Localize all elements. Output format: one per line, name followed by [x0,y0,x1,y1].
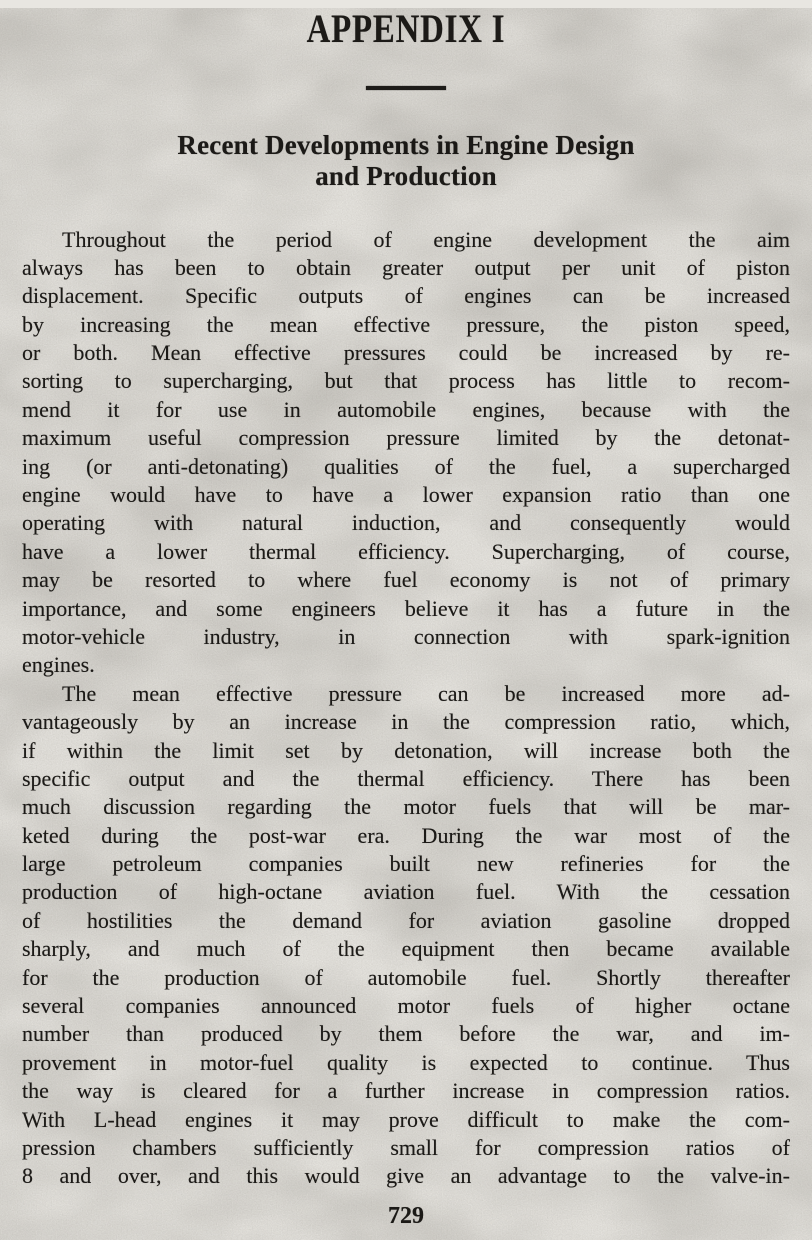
text-line: engines. [22,652,95,678]
page-number: 729 [388,1202,424,1229]
text-line: specific output and the thermal efficiency. There has been [22,765,790,791]
text-line: sharply, and much of the equipment then became available [22,936,790,962]
text-line: maximum useful compression pressure limited by the detonat- [22,425,790,451]
text-line: pression chambers sufficiently small for compression ratios of [22,1135,790,1160]
text-line: the way is cleared for a further increase in compression ratios. [22,1078,790,1104]
paragraph [22,680,790,1191]
text-line: provement in motor-fuel quality is expected to continue. Thus [22,1049,790,1075]
text-line: operating with natural induction, and consequently would [22,510,790,536]
book-page [0,8,812,1240]
chapter-heading-line2: and Production [315,160,497,191]
text-line: displacement. Specific outputs of engines can be increased [22,283,790,309]
text-line: ing (or anti-detonating) qualities of the fuel, a supercharged [22,453,790,479]
text-line: Throughout the period of engine development the aim [62,226,790,252]
text-line: production of high-octane aviation fuel. With the cessation [22,879,790,905]
text-line: importance, and some engineers believe it has a future in the [22,595,790,621]
text-line: 8 and over, and this would give an advantage to the valve-in- [22,1163,790,1189]
text-line: large petroleum companies built new refineries for the [22,851,790,877]
text-line: sorting to supercharging, but that process has little to recom- [22,368,790,394]
divider-rule [366,86,446,90]
body-text [22,226,790,1191]
paragraph [22,226,790,680]
text-line: several companies announced motor fuels of higher octane [22,993,790,1019]
text-line: may be resorted to where fuel economy is not of primary [22,567,790,593]
text-line: mend it for use in automobile engines, because with the [22,396,790,422]
text-line: motor-vehicle industry, in connection with spark-ignition [22,623,790,649]
text-line: engine would have to have a lower expansion ratio than one [22,482,790,508]
text-line: vantageously by an increase in the compression ratio, which, [22,709,790,735]
appendix-title: APPENDIX I [306,6,506,51]
chapter-heading [22,130,790,192]
text-line: by increasing the mean effective pressure, the piston speed, [22,311,790,337]
text-line: number than produced by them before the war, and im- [22,1021,790,1047]
chapter-heading-line1: Recent Developments in Engine Design [177,129,635,160]
text-line: always has been to obtain greater output per unit of piston [22,254,790,280]
text-line: With L-head engines it may prove difficult to make the com- [22,1106,790,1132]
text-line: have a lower thermal efficiency. Supercharging, of course, [22,538,790,564]
text-line: of hostilities the demand for aviation gasoline dropped [22,907,790,933]
text-line: The mean effective pressure can be increased more ad- [62,680,790,706]
text-line: keted during the post-war era. During the war most of the [22,822,790,848]
text-line: or both. Mean effective pressures could be increased by re- [22,340,790,366]
text-line: if within the limit set by detonation, will increase both the [22,737,790,763]
text-line: for the production of automobile fuel. Shortly thereafter [22,964,790,990]
text-line: much discussion regarding the motor fuels that will be mar- [22,794,790,820]
